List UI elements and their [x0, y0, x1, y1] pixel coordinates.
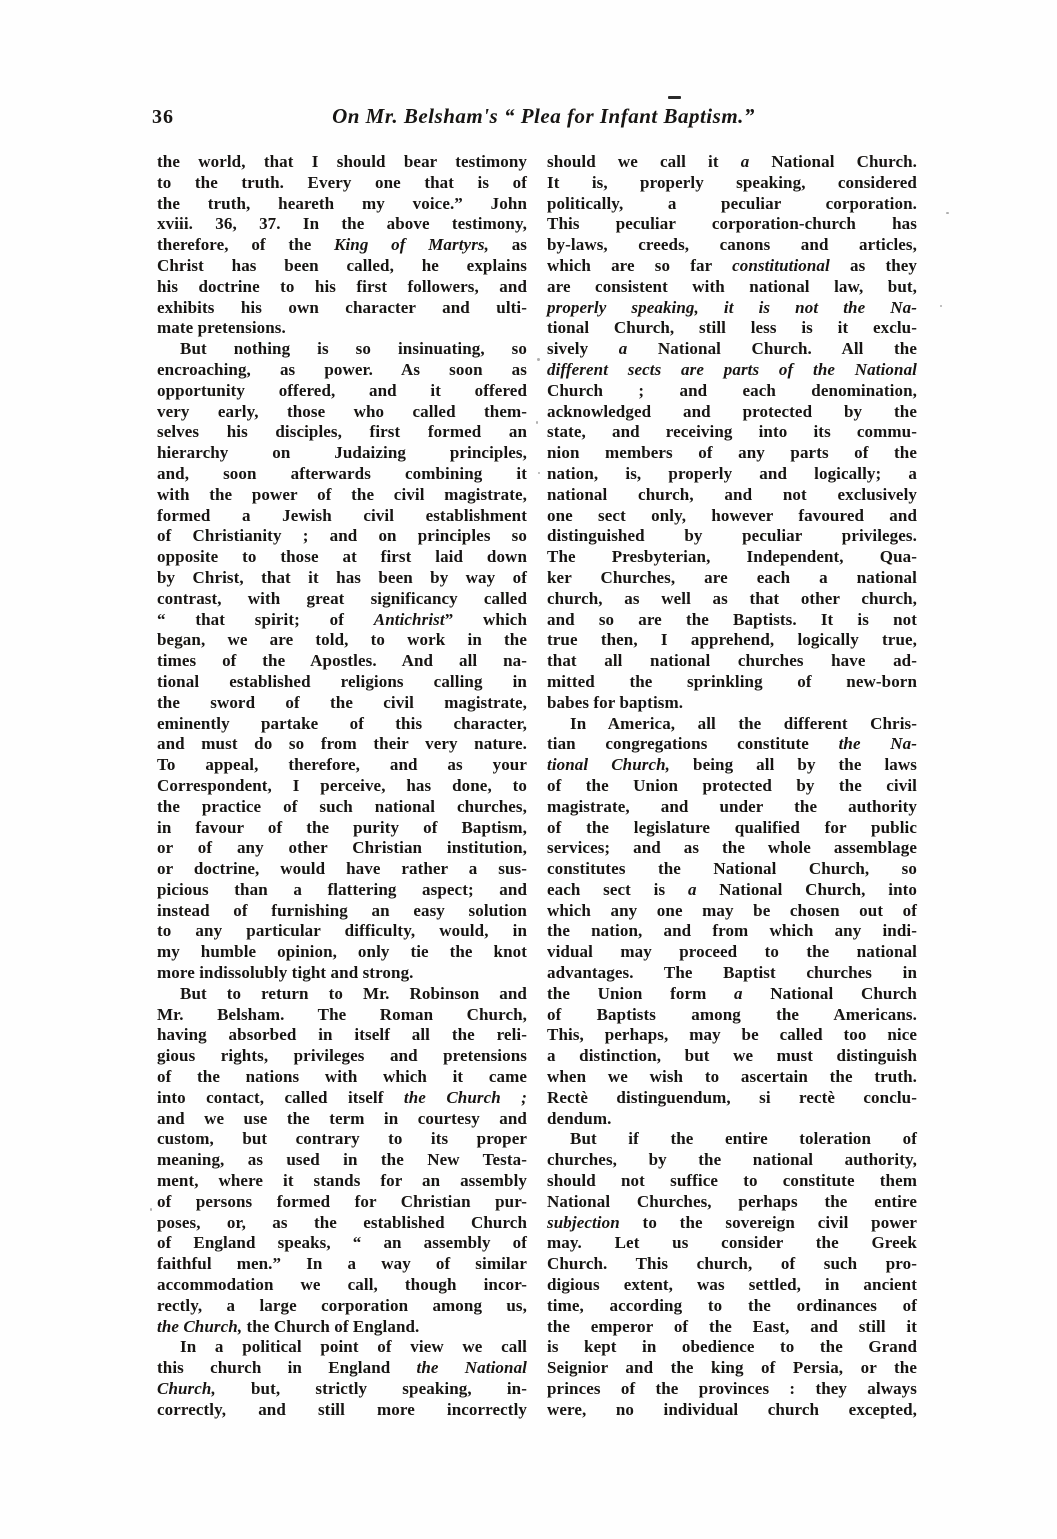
text-line: The Presbyterian, Independent, Qua- [547, 547, 917, 567]
text-line: tional Church, being all by the laws [547, 755, 918, 775]
text-line: his doctrine to his first followers, and [157, 276, 527, 296]
text-line: of the nations with which it came [157, 1067, 527, 1087]
text-line: began, we are told, to work in the [157, 630, 527, 650]
text-line: In a political point of view we call [180, 1337, 527, 1357]
text-line: Church, but, strictly speaking, in- [157, 1379, 527, 1399]
text-line: the emperor of the East, and still it [547, 1316, 917, 1336]
text-line: poses, or, as the established Church [157, 1212, 527, 1232]
text-line: by Christ, that it has been by way of [157, 567, 527, 587]
text-line: advantages. The Baptist churches in [547, 963, 917, 983]
text-line: the Church, the Church of England. [157, 1316, 420, 1336]
text-line: in favour of the purity of Baptism, [157, 817, 527, 837]
ink-speck [150, 1208, 152, 1211]
text-line: opportunity offered, and it offered [157, 380, 527, 400]
text-line: encroaching, as power. As soon as [157, 359, 527, 379]
text-line: distinguished by peculiar privileges. [547, 526, 917, 546]
text-line: contrast, with great significancy called [157, 588, 527, 608]
text-line: selves his disciples, first formed an [157, 422, 527, 442]
text-line: eminently partake of this character, [157, 713, 527, 733]
text-line: to the truth. Every one that is of [157, 172, 527, 192]
text-line: opposite to those at first laid down [157, 547, 527, 567]
text-line: tian congregations constitute the Na- [547, 734, 917, 754]
text-line: instead of furnishing an easy solution [157, 900, 527, 920]
paragraph [157, 1337, 527, 1420]
text-line: national church, and not exclusively [547, 484, 917, 504]
running-title: On Mr. Belsham's “ Plea for Infant Baptism.” [332, 104, 755, 128]
text-line: of Baptists among the Americans. [547, 1004, 917, 1024]
text-line: Seignior and the king of Persia, or the [547, 1358, 917, 1378]
text-line: It is, properly speaking, considered [547, 172, 917, 192]
text-line: and, soon afterwards combining it [157, 463, 527, 483]
paragraph [547, 152, 917, 714]
text-line: the sword of the civil magistrate, [157, 692, 527, 712]
text-line: services; and as the whole assemblage [547, 838, 917, 858]
text-line: and we use the term in courtesy and [157, 1108, 527, 1128]
text-line: gious rights, privileges and pretensions [157, 1046, 527, 1066]
text-line: xviii. 36, 37. In the above testimony, [157, 214, 527, 234]
ink-speck [940, 305, 942, 307]
text-line: picious than a flattering aspect; and [157, 879, 527, 899]
text-line: should not suffice to constitute them [547, 1171, 917, 1191]
ink-artifact [668, 96, 681, 99]
text-line: hierarchy on Judaizing principles, [157, 443, 527, 463]
text-line: accommodation we call, though incor- [157, 1275, 527, 1295]
text-line: tional Church, still less is it exclu- [547, 318, 917, 338]
text-line: This peculiar corporation-church has [547, 214, 917, 234]
text-line: magistrate, and under the authority [547, 796, 917, 816]
text-line: time, according to the ordinances of [547, 1295, 917, 1315]
text-line: But nothing is so insinuating, so [180, 339, 527, 359]
text-line: nation, is, properly and logically; a [547, 463, 917, 483]
text-line: therefore, of the King of Martyrs, as [157, 235, 528, 255]
text-line: is kept in obedience to the Grand [547, 1337, 917, 1357]
text-line: to any particular difficulty, would, in [157, 921, 527, 941]
text-line: or of any other Christian institution, [157, 838, 527, 858]
text-line: times of the Apostles. And all na- [157, 651, 527, 671]
text-line: that all national churches have ad- [547, 651, 917, 671]
text-line: Church ; and each denomination, [547, 380, 917, 400]
text-line: formed a Jewish civil establishment [157, 505, 527, 525]
text-line: To appeal, therefore, and as your [157, 755, 527, 775]
ink-speck [537, 358, 540, 361]
text-line: of the legislature qualified for public [547, 817, 917, 837]
text-line: true then, I apprehend, logically true, [547, 630, 917, 650]
text-line: may. Let us consider the Greek [547, 1233, 917, 1253]
paragraph [157, 339, 527, 984]
paragraph [157, 984, 527, 1338]
text-line: my humble opinion, only tie the knot [157, 942, 527, 962]
text-line: digious extent, was settled, in ancient [547, 1275, 917, 1295]
text-line: custom, but contrary to its proper [157, 1129, 527, 1149]
text-line: state, and receiving into its commu- [547, 422, 917, 442]
text-line: church, as well as that other church, [547, 588, 917, 608]
text-line: But to return to Mr. Robinson and [180, 983, 527, 1003]
text-line: the world, that I should bear testimony [157, 152, 527, 171]
text-line: the truth, heareth my voice.” John [157, 193, 527, 213]
text-line: different sects are parts of the National [547, 359, 917, 379]
text-line: Rectè distinguendum, si rectè conclu- [547, 1087, 917, 1107]
text-line: tional established religions calling in [157, 671, 527, 691]
text-line: with the power of the civil magistrate, [157, 484, 527, 504]
text-line: acknowledged and protected by the [547, 401, 917, 421]
ink-speck [536, 421, 538, 424]
text-line: of England speaks, “ an assembly of [157, 1233, 527, 1253]
text-line: are consistent with national law, but, [547, 276, 917, 296]
text-line: rectly, a large corporation among us, [157, 1295, 527, 1315]
text-line: by-laws, creeds, canons and articles, [547, 235, 917, 255]
text-line: babes for baptism. [547, 692, 684, 712]
text-line: properly speaking, it is not the Na- [547, 297, 917, 317]
text-line: more indissolubly tight and strong. [157, 963, 414, 983]
text-line: of persons formed for Christian pur- [157, 1191, 527, 1211]
right-column [547, 152, 917, 1421]
text-line: National Churches, perhaps the entire [547, 1191, 917, 1211]
text-line: this church in England the National [157, 1358, 527, 1378]
text-line: very early, those who called them- [157, 401, 527, 421]
text-line: having absorbed in itself all the reli- [157, 1025, 527, 1045]
text-line: politically, a peculiar corporation. [547, 193, 917, 213]
text-line: In America, all the different Chris- [570, 713, 917, 733]
text-line: a distinction, but we must distinguish [547, 1046, 917, 1066]
text-line: when we wish to ascertain the truth. [547, 1067, 917, 1087]
ink-speck [946, 212, 949, 214]
paragraph [547, 1129, 917, 1420]
text-line: This, perhaps, may be called too nice [547, 1025, 917, 1045]
text-line: or doctrine, would have rather a sus- [157, 859, 527, 879]
text-line: the practice of such national churches, [157, 796, 527, 816]
text-line: which are so far constitutional as they [547, 255, 917, 275]
text-line: vidual may proceed to the national [547, 942, 917, 962]
text-line: sively a National Church. All the [547, 339, 917, 359]
text-line: exhibits his own character and ulti- [157, 297, 527, 317]
text-line: should we call it a National Church. [547, 152, 917, 171]
text-line: “ that spirit; of Antichrist” which [157, 609, 528, 629]
text-line: churches, by the national authority, [547, 1150, 917, 1170]
text-line: the nation, and from which any indi- [547, 921, 917, 941]
text-line: of the Union protected by the civil [547, 775, 917, 795]
left-column [157, 152, 527, 1421]
text-line: mitted the sprinkling of new-born [547, 671, 917, 691]
text-line: nion members of any parts of the [547, 443, 917, 463]
text-line: which any one may be chosen out of [547, 900, 917, 920]
text-line: of Christianity ; and on principles so [157, 526, 527, 546]
text-line: princes of the provinces : they always [547, 1379, 917, 1399]
text-line: mate pretensions. [157, 318, 286, 338]
text-line: meaning, as used in the New Testa- [157, 1150, 527, 1170]
text-line: Mr. Belsham. The Roman Church, [157, 1004, 527, 1024]
paragraph [157, 152, 527, 339]
text-line: Church. This church, of such pro- [547, 1254, 917, 1274]
text-line: correctly, and still more incorrectly [157, 1399, 527, 1419]
text-line: ker Churches, are each a national [547, 567, 917, 587]
text-line: constitutes the National Church, so [547, 859, 917, 879]
text-line: one sect only, however favoured and [547, 505, 917, 525]
paragraph [547, 714, 917, 1130]
text-line: into contact, called itself the Church ; [157, 1087, 527, 1107]
text-line: and so are the Baptists. It is not [547, 609, 917, 629]
page-number: 36 [152, 106, 174, 128]
text-line: Correspondent, I perceive, has done, to [157, 775, 527, 795]
text-line: faithful men.” In a way of similar [157, 1254, 527, 1274]
text-line: the Union form a National Church [547, 983, 917, 1003]
text-line: were, no individual church excepted, [547, 1399, 917, 1419]
text-line: each sect is a National Church, into [547, 879, 917, 899]
text-columns [157, 152, 917, 1421]
text-line: dendum. [547, 1108, 612, 1128]
text-line: subjection to the sovereign civil power [547, 1212, 917, 1232]
text-line: But if the entire toleration of [570, 1129, 917, 1149]
text-line: ment, where it stands for an assembly [157, 1171, 527, 1191]
ink-speck [538, 472, 540, 474]
text-line: Christ has been called, he explains [157, 255, 527, 275]
text-line: and must do so from their very nature. [157, 734, 527, 754]
